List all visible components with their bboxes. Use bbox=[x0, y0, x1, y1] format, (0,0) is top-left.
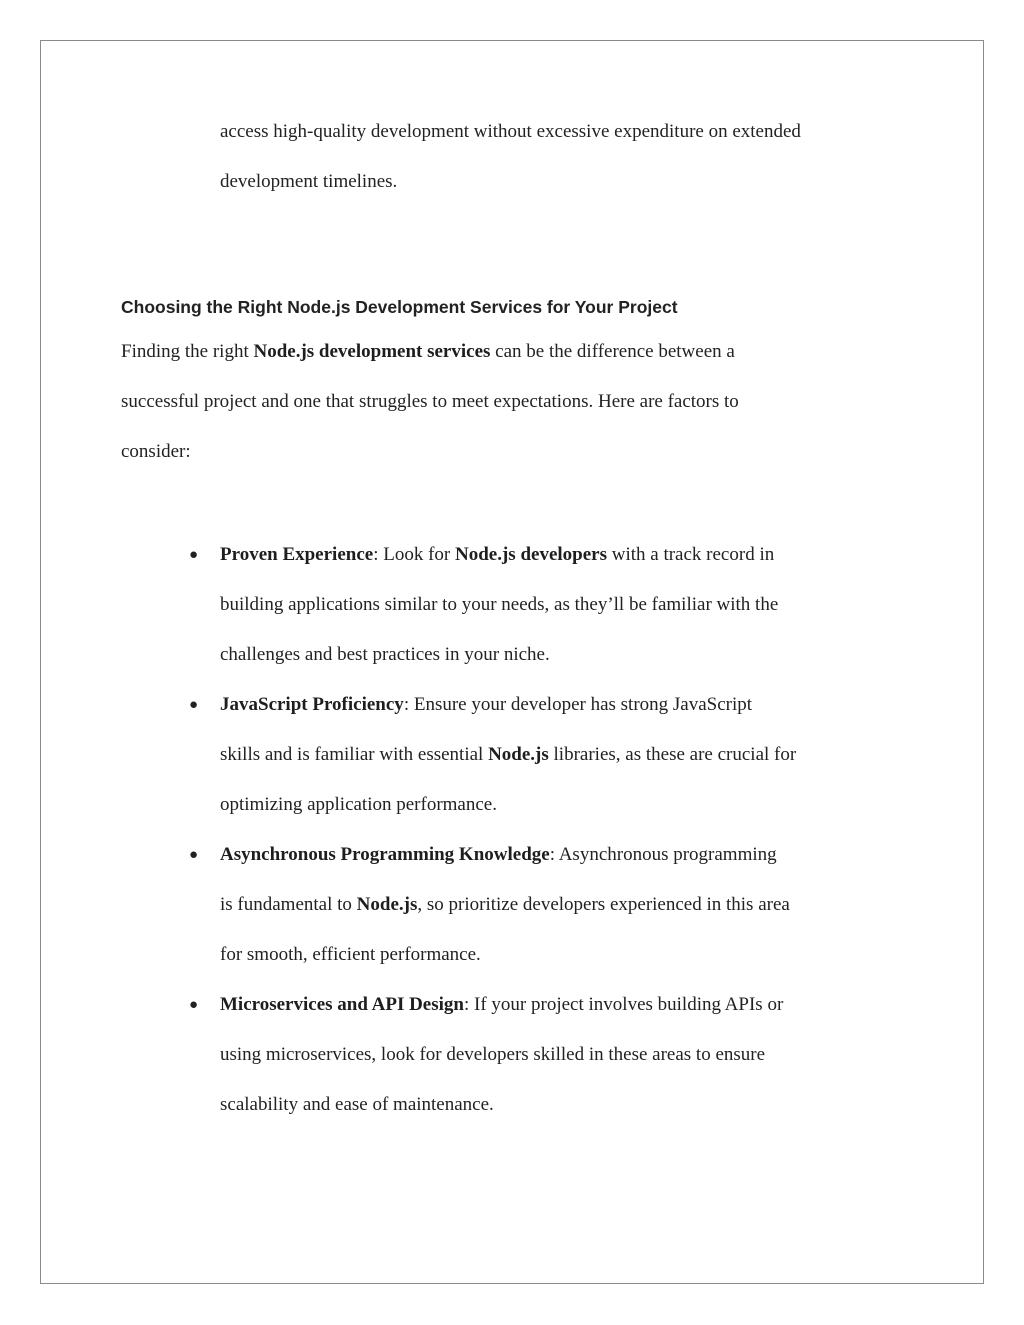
bullet-2-line-3: optimizing application performance. bbox=[220, 794, 497, 815]
intro-bold-text: Node.js development services bbox=[253, 341, 491, 362]
intro-line-2: successful project and one that struggles to meet expectations. Here are factors to bbox=[121, 391, 739, 412]
bullet-2-bold-text: Node.js bbox=[488, 744, 549, 765]
continuation-line-1: access high-quality development without excessive expenditure on extended bbox=[220, 121, 801, 142]
intro-line-3: consider: bbox=[121, 441, 191, 462]
bullet-3-line-1 bbox=[220, 842, 777, 868]
bullet-2-title: JavaScript Proficiency bbox=[220, 694, 404, 715]
bullet-marker: ● bbox=[189, 997, 199, 1013]
bullet-2-line-1 bbox=[220, 692, 752, 718]
bullet-4-line-3: scalability and ease of maintenance. bbox=[220, 1094, 494, 1115]
bullet-2-line-2 bbox=[220, 742, 796, 768]
bullet-3-bold-text: Node.js bbox=[356, 894, 418, 915]
bullet-3-title: Asynchronous Programming Knowledge bbox=[220, 844, 550, 865]
bullet-text: : Look for bbox=[373, 544, 455, 565]
intro-text: Finding the right bbox=[121, 341, 254, 362]
bullet-1-line-2: building applications similar to your needs, as they’ll be familiar with the bbox=[220, 594, 779, 615]
bullet-3-line-3: for smooth, efficient performance. bbox=[220, 944, 481, 965]
bullet-4-title: Microservices and API Design bbox=[220, 994, 464, 1015]
bullet-text: skills and is familiar with essential bbox=[220, 744, 489, 765]
bullet-marker: ● bbox=[189, 547, 199, 563]
bullet-marker: ● bbox=[189, 847, 199, 863]
bullet-1-line-1 bbox=[220, 542, 774, 568]
bullet-3-line-2 bbox=[220, 892, 790, 918]
continuation-line-2: development timelines. bbox=[220, 171, 398, 192]
bullet-1-line-3: challenges and best practices in your niche. bbox=[220, 644, 550, 665]
bullet-text: , so prioritize developers experienced in this area bbox=[417, 894, 790, 915]
bullet-text: : If your project involves building APIs or bbox=[464, 994, 784, 1015]
bullet-marker: ● bbox=[189, 697, 199, 713]
bullet-text: : Asynchronous programming bbox=[549, 844, 777, 865]
bullet-4-line-2: using microservices, look for developers skilled in these areas to ensure bbox=[220, 1044, 766, 1065]
bullet-text: libraries, as these are crucial for bbox=[548, 744, 797, 765]
bullet-4-line-1 bbox=[220, 992, 783, 1018]
section-heading: Choosing the Right Node.js Development Services for Your Project bbox=[121, 297, 678, 317]
intro-text: can be the difference between a bbox=[490, 341, 735, 362]
bullet-1-bold-text: Node.js developers bbox=[455, 544, 607, 565]
bullet-text: is fundamental to bbox=[220, 894, 357, 915]
bullet-text: with a track record in bbox=[606, 544, 775, 565]
bullet-text: : Ensure your developer has strong JavaScript bbox=[403, 694, 753, 715]
bullet-1-title: Proven Experience bbox=[220, 544, 374, 565]
intro-line-1 bbox=[121, 339, 735, 365]
